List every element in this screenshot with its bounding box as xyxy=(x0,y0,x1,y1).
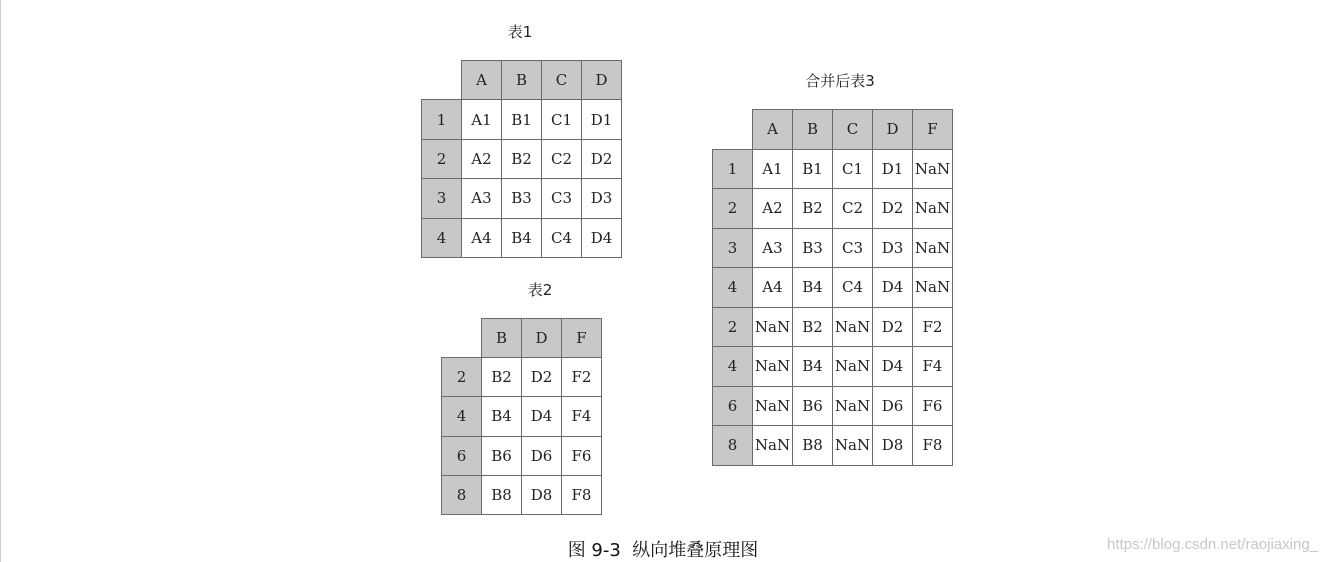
table-cell: B2 xyxy=(792,307,833,348)
table-cell: C2 xyxy=(832,188,873,229)
table-cell: D8 xyxy=(872,425,913,466)
table-cell: A1 xyxy=(461,99,502,139)
row-index: 3 xyxy=(421,178,462,218)
column-header: B xyxy=(792,109,833,150)
row-index: 8 xyxy=(712,425,753,466)
table-cell: NaN xyxy=(752,425,793,466)
table-cell: NaN xyxy=(752,386,793,427)
table-cell: F2 xyxy=(912,307,953,348)
table-cell: C1 xyxy=(832,149,873,190)
row-index: 4 xyxy=(421,218,462,258)
table-cell: B1 xyxy=(792,149,833,190)
row-index: 8 xyxy=(441,475,482,515)
table-cell: NaN xyxy=(752,346,793,387)
table-cell: F8 xyxy=(561,475,602,515)
table-cell: D1 xyxy=(581,99,622,139)
table-cell: B8 xyxy=(792,425,833,466)
column-header: B xyxy=(501,60,542,100)
table-cell: C3 xyxy=(832,228,873,269)
table-cell: D2 xyxy=(872,188,913,229)
table-cell: D4 xyxy=(872,346,913,387)
row-index: 4 xyxy=(712,346,753,387)
column-header: D xyxy=(521,318,562,358)
column-header: F xyxy=(561,318,602,358)
table-cell: NaN xyxy=(752,307,793,348)
table-cell: F4 xyxy=(912,346,953,387)
table-cell: B4 xyxy=(481,396,522,436)
table-cell: NaN xyxy=(832,307,873,348)
table-cell: D4 xyxy=(872,267,913,308)
table-cell: D2 xyxy=(872,307,913,348)
table-cell: B4 xyxy=(792,346,833,387)
table-cell: A4 xyxy=(752,267,793,308)
table-cell: B8 xyxy=(481,475,522,515)
table-cell: B4 xyxy=(501,218,542,258)
row-index: 1 xyxy=(712,149,753,190)
table-cell: B2 xyxy=(481,357,522,397)
table-cell: NaN xyxy=(912,228,953,269)
watermark: https://blog.csdn.net/raojiaxing_ xyxy=(1107,536,1318,553)
table2-title: 表2 xyxy=(527,281,553,299)
table-cell: A1 xyxy=(752,149,793,190)
table3-title: 合并后表3 xyxy=(805,72,875,90)
table-cell: F2 xyxy=(561,357,602,397)
table-cell: F6 xyxy=(912,386,953,427)
table-cell: D2 xyxy=(521,357,562,397)
table-cell: B3 xyxy=(792,228,833,269)
table-cell: B2 xyxy=(792,188,833,229)
column-header: C xyxy=(832,109,873,150)
figure-caption: 图 9-3 纵向堆叠原理图 xyxy=(567,540,759,561)
column-header: D xyxy=(872,109,913,150)
table-cell: C1 xyxy=(541,99,582,139)
row-index: 2 xyxy=(712,307,753,348)
table-cell: A4 xyxy=(461,218,502,258)
column-header: C xyxy=(541,60,582,100)
table-cell: A3 xyxy=(752,228,793,269)
table-cell: D6 xyxy=(521,436,562,476)
table-cell: D4 xyxy=(581,218,622,258)
table-cell: NaN xyxy=(912,188,953,229)
row-index: 2 xyxy=(712,188,753,229)
table-cell: F8 xyxy=(912,425,953,466)
table-cell: D8 xyxy=(521,475,562,515)
row-index: 6 xyxy=(441,436,482,476)
left-border xyxy=(0,0,1,562)
table-cell: C3 xyxy=(541,178,582,218)
table-cell: NaN xyxy=(832,425,873,466)
table-cell: C4 xyxy=(541,218,582,258)
table-cell: D3 xyxy=(872,228,913,269)
table-cell: F6 xyxy=(561,436,602,476)
table-cell: B4 xyxy=(792,267,833,308)
row-index: 4 xyxy=(712,267,753,308)
table-cell: D6 xyxy=(872,386,913,427)
table-cell: NaN xyxy=(832,386,873,427)
row-index: 2 xyxy=(441,357,482,397)
row-index: 2 xyxy=(421,139,462,179)
table-cell: B2 xyxy=(501,139,542,179)
table-cell: B1 xyxy=(501,99,542,139)
table-cell: D2 xyxy=(581,139,622,179)
table-cell: A2 xyxy=(752,188,793,229)
table-cell: B6 xyxy=(792,386,833,427)
table-cell: NaN xyxy=(912,267,953,308)
table-cell: A3 xyxy=(461,178,502,218)
column-header: F xyxy=(912,109,953,150)
column-header: D xyxy=(581,60,622,100)
table-cell: NaN xyxy=(912,149,953,190)
table-cell: D3 xyxy=(581,178,622,218)
table-cell: B6 xyxy=(481,436,522,476)
table1-title: 表1 xyxy=(507,23,533,41)
table-cell: C2 xyxy=(541,139,582,179)
table-cell: F4 xyxy=(561,396,602,436)
row-index: 6 xyxy=(712,386,753,427)
table-cell: A2 xyxy=(461,139,502,179)
table-cell: B3 xyxy=(501,178,542,218)
column-header: A xyxy=(461,60,502,100)
table-cell: C4 xyxy=(832,267,873,308)
column-header: B xyxy=(481,318,522,358)
table-cell: D4 xyxy=(521,396,562,436)
row-index: 3 xyxy=(712,228,753,269)
table-cell: NaN xyxy=(832,346,873,387)
table-cell: D1 xyxy=(872,149,913,190)
column-header: A xyxy=(752,109,793,150)
row-index: 1 xyxy=(421,99,462,139)
row-index: 4 xyxy=(441,396,482,436)
